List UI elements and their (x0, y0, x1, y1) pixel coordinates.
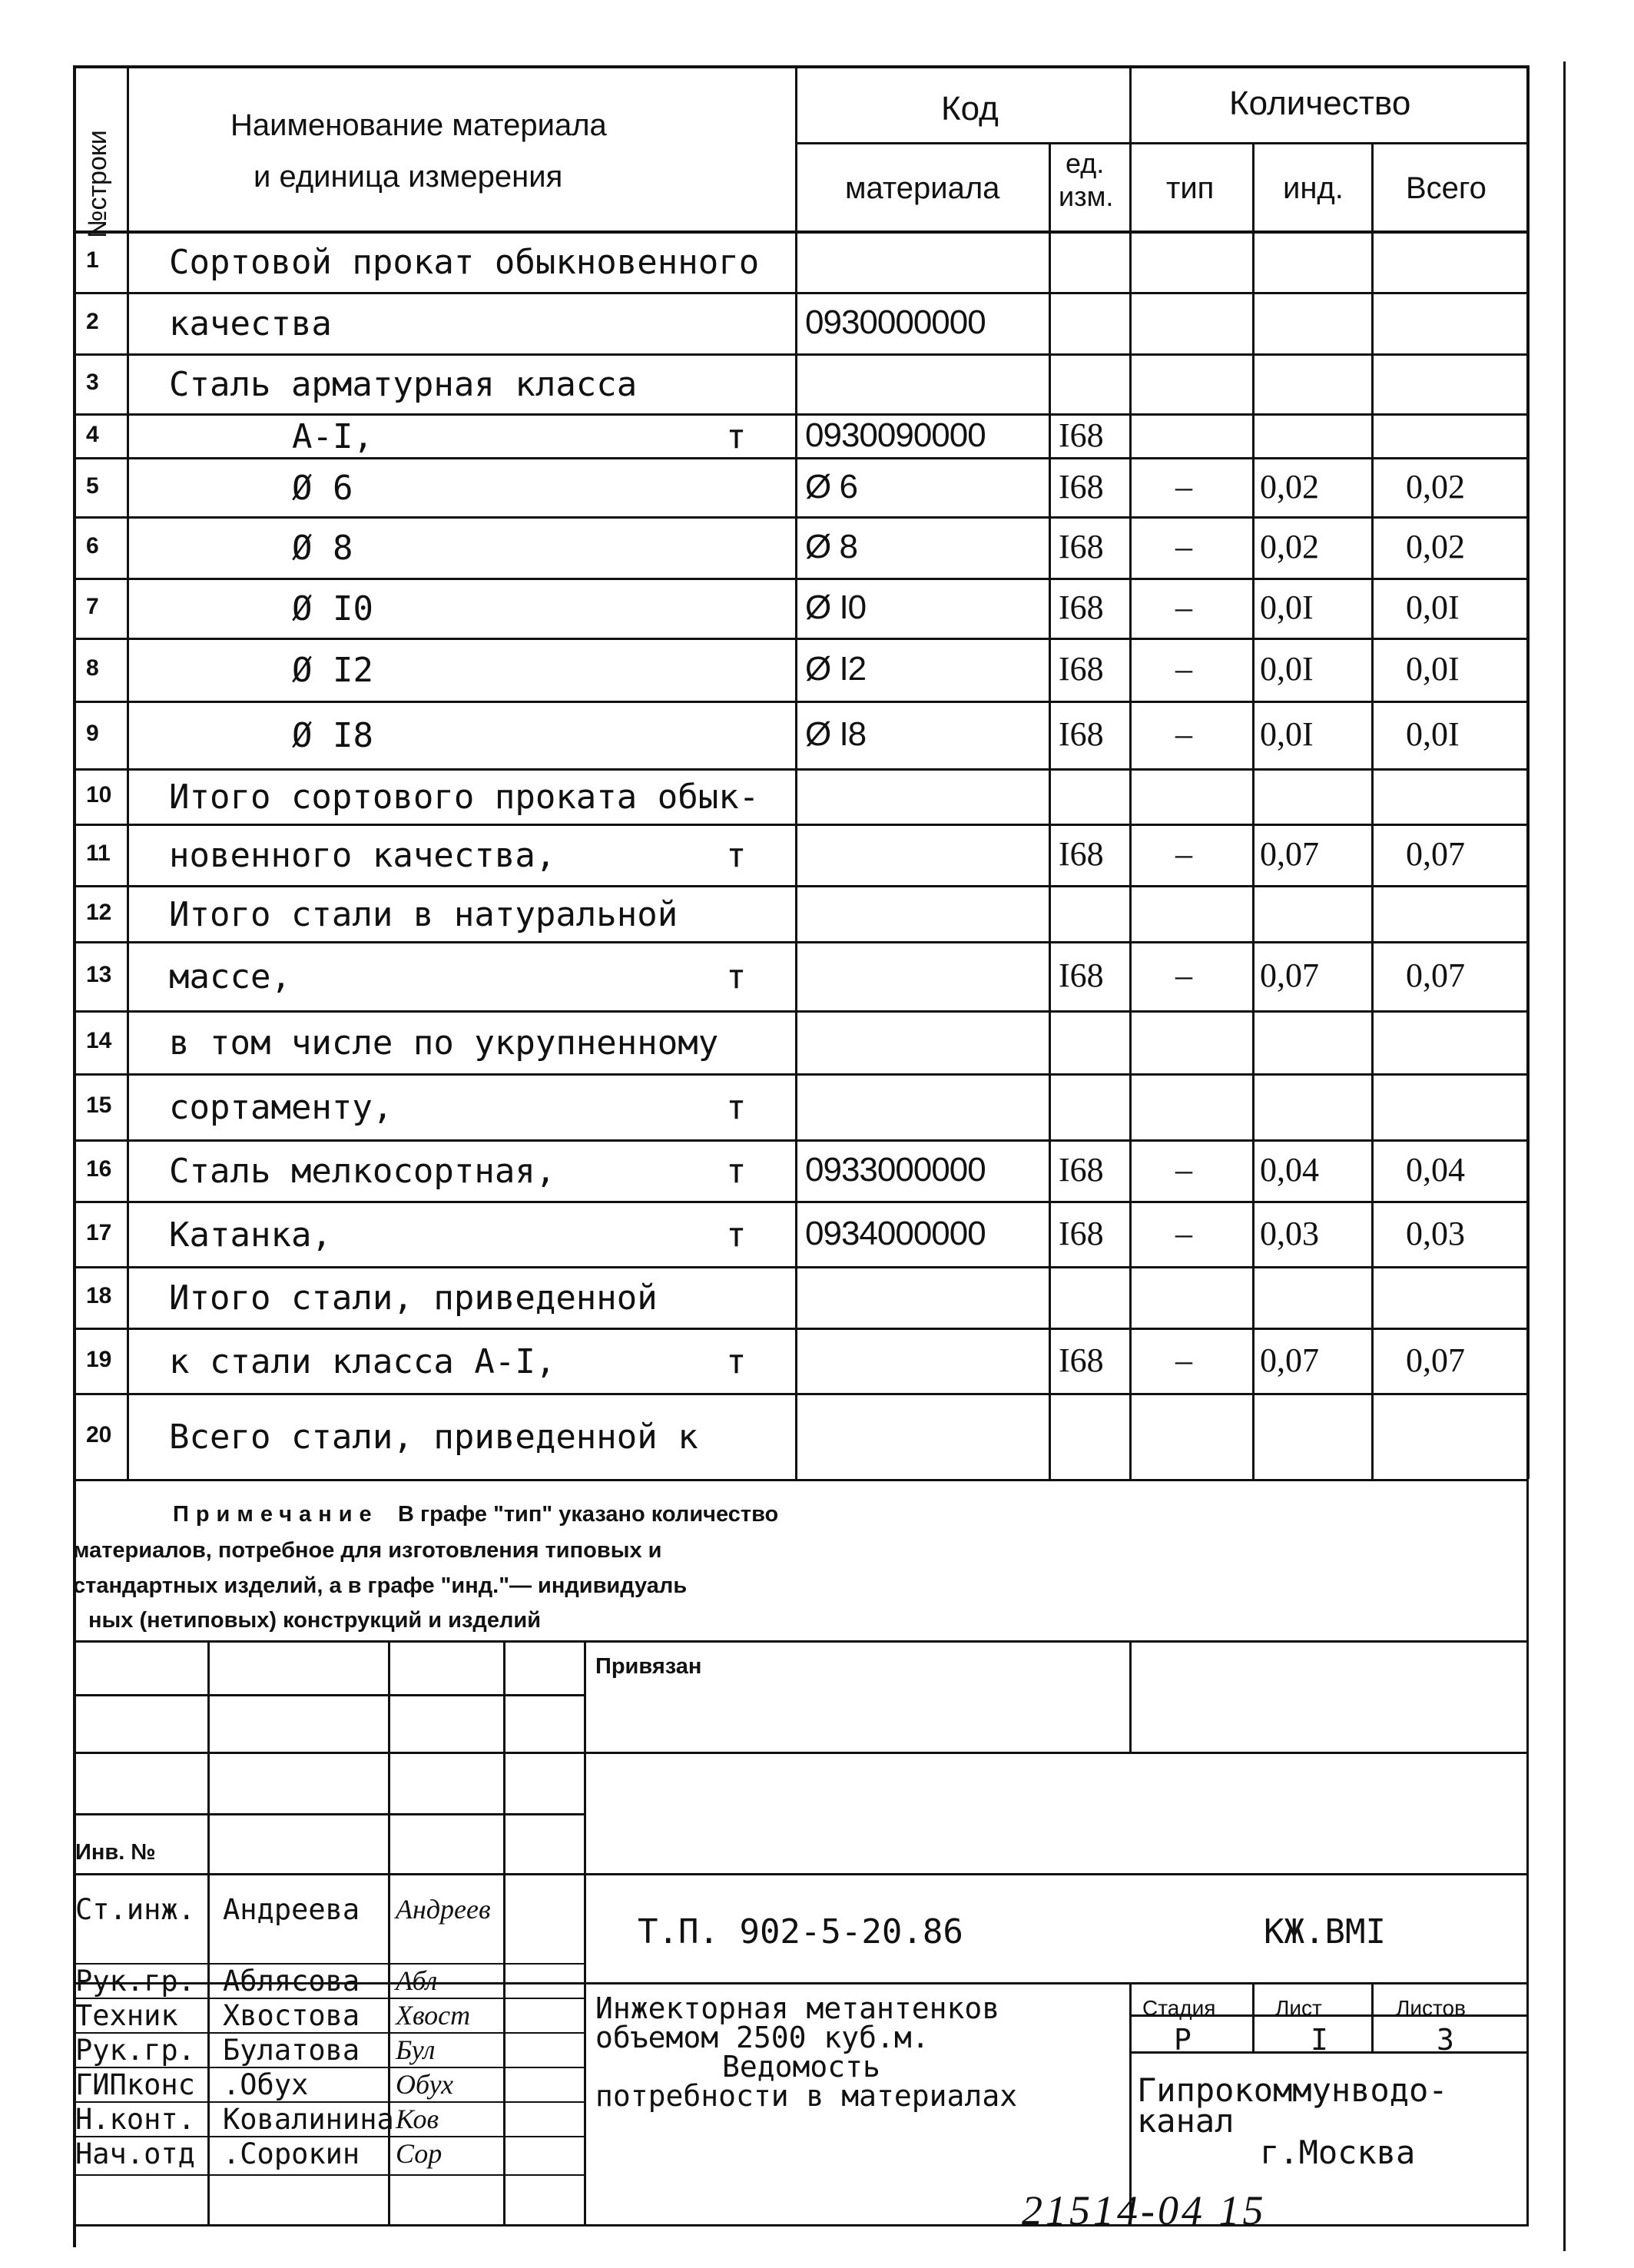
material-name: новенного качества, (169, 836, 556, 875)
person-sig: Ков (396, 2104, 439, 2134)
row-number: 3 (86, 370, 99, 395)
unit-code: I68 (1059, 589, 1104, 626)
qty-total: 0,04 (1406, 1151, 1465, 1189)
row-line (73, 292, 1529, 294)
row-line (73, 1139, 1529, 1142)
note-bottom-line (73, 1640, 1529, 1643)
qty-total: 0,03 (1406, 1214, 1465, 1252)
row-line (73, 516, 1529, 519)
unit-code: I68 (1059, 467, 1104, 506)
qty-ind: 0,03 (1260, 1214, 1319, 1252)
material-name: Ø 6 (292, 468, 353, 508)
row-number: 13 (86, 962, 112, 987)
row-line (73, 824, 1529, 826)
qty-total: 0,02 (1406, 528, 1465, 565)
stamp-divider (584, 1640, 586, 2224)
person-sig: Хвост (396, 2000, 471, 2031)
stamp-left-row-line (73, 1752, 584, 1754)
material-code: 0934000000 (805, 1214, 986, 1252)
qty-total: 0,07 (1406, 1341, 1465, 1379)
qty-type: – (1175, 1341, 1192, 1379)
material-code: Ø 6 (805, 467, 857, 506)
organization-line1: Гипрокоммунводо- (1137, 2071, 1448, 2109)
unit-letter: т (726, 836, 747, 875)
row-number-header: №строки (83, 130, 112, 238)
row-number: 12 (86, 899, 112, 925)
material-name: к стали класса A-I, (169, 1341, 556, 1381)
row-line (73, 1479, 1529, 1481)
row-number: 7 (86, 594, 99, 619)
qty-ind: 0,07 (1260, 1341, 1319, 1379)
person-role: Ст.инж. (75, 1893, 195, 1926)
unit-code: I68 (1059, 957, 1104, 994)
qty-ind: 0,0I (1260, 650, 1314, 688)
material-name: Сталь арматурная класса (169, 365, 638, 404)
organization-line2: канал (1137, 2102, 1235, 2140)
qty-total: 0,07 (1406, 957, 1465, 994)
unit-letter: т (726, 1341, 747, 1381)
stamp-left-row-line (73, 1873, 584, 1875)
row-number: 4 (86, 421, 99, 447)
qty-type: – (1175, 957, 1192, 994)
row-line (73, 457, 1529, 459)
qty-type: – (1175, 528, 1192, 565)
material-name: Итого стали в натуральной (169, 894, 678, 934)
qty-type-header: тип (1166, 171, 1215, 205)
row-line (73, 1393, 1529, 1395)
stamp-left-col-line (503, 1640, 505, 1873)
row-number: 17 (86, 1219, 112, 1245)
header-bottom-line (73, 230, 1529, 234)
title-line2: объемом 2500 куб.м. (595, 2021, 930, 2054)
row-line (73, 941, 1529, 943)
sheet-value: I (1311, 2023, 1328, 2057)
name-header-line1: Наименование материала (230, 108, 607, 142)
stamp-left-row-line (73, 1694, 584, 1696)
note-title: Примечание (173, 1502, 379, 1527)
qty-ind: 0,02 (1260, 467, 1319, 506)
row-line (73, 578, 1529, 580)
qty-total: 0,0I (1406, 650, 1460, 688)
material-name: сортаменту, (169, 1088, 393, 1127)
note-line2: материалов, потребное для изготовления типовых и (73, 1538, 662, 1563)
material-name: Ø 8 (292, 529, 353, 568)
stamp-col-line (1371, 1982, 1374, 2051)
person-sig: Сор (396, 2138, 442, 2169)
document-code: Т.П. 902-5-20.86 (638, 1912, 963, 1951)
row-number: 1 (86, 247, 99, 273)
stamp-left-col-line (207, 1640, 210, 1873)
qty-type: – (1175, 715, 1192, 753)
row-number: 6 (86, 533, 99, 559)
sheets-label: Листов (1396, 1996, 1466, 2020)
people-col-line (388, 1873, 390, 2224)
row-number: 20 (86, 1422, 112, 1447)
material-code: 0933000000 (805, 1151, 986, 1189)
person-name: Аблясова (223, 1965, 360, 1998)
organization-line3: г.Москва (1260, 2134, 1416, 2171)
qty-total-header: Всего (1406, 171, 1487, 205)
handwritten-archive-number: 21514-04 15 (1022, 2187, 1267, 2233)
material-name: Ø I2 (292, 651, 373, 690)
unit-code: I68 (1059, 528, 1104, 565)
qty-ind: 0,04 (1260, 1151, 1319, 1189)
inventory-number-label: Инв. № (75, 1840, 156, 1865)
unit-letter: т (726, 1152, 747, 1191)
material-name: Всего стали, приведенной к (169, 1418, 698, 1457)
row-number: 15 (86, 1093, 112, 1118)
material-code: 0930000000 (805, 303, 986, 341)
row-number: 5 (86, 472, 99, 499)
person-name: Хвостова (223, 1999, 360, 2032)
title-line1: Инжекторная метантенков (595, 1991, 1000, 2025)
type-column-line (1252, 142, 1255, 1479)
stamp-bottom-border (73, 2224, 1529, 2227)
ind-column-line (1371, 142, 1374, 1479)
row-line (73, 1328, 1529, 1330)
row-line (73, 1201, 1529, 1203)
privyazan-label: Привязан (595, 1654, 702, 1679)
qty-total: 0,0I (1406, 715, 1460, 753)
person-name: .Сорокин (223, 2137, 360, 2170)
material-name: Сталь мелкосортная, (169, 1152, 556, 1191)
qty-ind-header: инд. (1283, 171, 1344, 205)
qty-ind: 0,0I (1260, 715, 1314, 753)
privyazan-bottom-line (584, 1752, 1529, 1754)
note-line4: ных (нетиповых) конструкций и изделий (88, 1608, 542, 1633)
people-row-line (73, 2174, 584, 2176)
material-name: Сортовой прокат обыкновенного (169, 243, 760, 282)
person-role: Нач.отд (75, 2137, 195, 2170)
person-name: Булатова (223, 2034, 360, 2067)
row-number: 9 (86, 721, 99, 746)
row-number: 16 (86, 1156, 112, 1182)
row-number: 8 (86, 655, 99, 681)
person-role: Рук.гр. (75, 1965, 195, 1998)
row-line (73, 353, 1529, 356)
row-number: 19 (86, 1346, 112, 1372)
code-material-header: материала (845, 171, 1000, 205)
stamp-col-line (1252, 1982, 1255, 2051)
qty-ind: 0,02 (1260, 528, 1319, 565)
person-name: .Обух (223, 2068, 309, 2101)
title-line3: Ведомость (722, 2050, 880, 2084)
person-name: Ковалинина (223, 2103, 394, 2136)
qty-ind: 0,07 (1260, 835, 1319, 873)
unit-code: I68 (1059, 715, 1104, 753)
qty-type: – (1175, 1151, 1192, 1189)
qty-total: 0,02 (1406, 467, 1465, 506)
unit-letter: т (726, 1088, 747, 1127)
title-line4: потребности в материалах (595, 2079, 1018, 2113)
unit-code: I68 (1059, 835, 1104, 873)
row-number: 2 (86, 309, 99, 334)
privyazan-right-line (1129, 1640, 1132, 1752)
row-line (73, 413, 1529, 416)
person-sig: Бул (396, 2034, 436, 2065)
code-unit-header-2: изм. (1059, 181, 1114, 212)
name-header-line2: и единица измерения (254, 160, 563, 194)
row-line (73, 1010, 1529, 1013)
material-code: 0930090000 (805, 416, 986, 454)
qty-ind: 0,07 (1260, 957, 1319, 994)
person-sig: Обух (396, 2069, 454, 2100)
document-mark: КЖ.ВМI (1264, 1912, 1386, 1951)
stamp-left-row-line (73, 1813, 584, 1815)
qty-type: – (1175, 1214, 1192, 1252)
qty-type: – (1175, 835, 1192, 873)
person-name: Андреева (223, 1893, 360, 1926)
qty-total: 0,0I (1406, 589, 1460, 626)
person-role: Н.конт. (75, 2103, 195, 2136)
row-line (73, 1073, 1529, 1076)
qty-type: – (1175, 650, 1192, 688)
row-number: 18 (86, 1283, 112, 1308)
unit-code: I68 (1059, 1341, 1104, 1379)
note-line1: В графе "тип" указано количество (398, 1502, 779, 1527)
header-middle-line (795, 142, 1529, 144)
qty-ind: 0,0I (1260, 589, 1314, 626)
table-top-border (73, 65, 1529, 68)
person-role: ГИПконс (75, 2068, 195, 2101)
person-role: Рук.гр. (75, 2034, 195, 2067)
code-column-line (1049, 142, 1051, 1479)
unit-letter: т (726, 1215, 747, 1255)
material-name: Ø I0 (292, 589, 373, 628)
row-number: 11 (86, 841, 111, 866)
unit-code: I68 (1059, 1151, 1104, 1189)
stage-label: Стадия (1142, 1996, 1216, 2020)
unit-code: I68 (1059, 416, 1104, 454)
material-name: Итого стали, приведенной (169, 1278, 658, 1318)
material-name: Катанка, (169, 1215, 332, 1255)
material-code: Ø I0 (805, 589, 867, 626)
code-header: Код (941, 90, 999, 128)
qty-total: 0,07 (1406, 835, 1465, 873)
row-number: 10 (86, 782, 112, 807)
stamp-row-line (584, 1873, 1529, 1875)
material-code: Ø 8 (805, 528, 857, 565)
material-code: Ø I8 (805, 715, 867, 753)
qty-type: – (1175, 467, 1192, 506)
material-name: Итого сортового проката обык- (169, 778, 760, 817)
stamp-right-border (1526, 1479, 1529, 2224)
material-name: качества (169, 304, 332, 343)
people-col-line (503, 1873, 505, 2224)
people-col-line (207, 1873, 210, 2224)
qty-type: – (1175, 589, 1192, 626)
quantity-header: Количество (1229, 85, 1411, 122)
sheets-value: 3 (1437, 2023, 1454, 2057)
stamp-left-col-line (388, 1640, 390, 1873)
row-line (73, 1266, 1529, 1268)
sheet-right-border (1563, 61, 1566, 2251)
stage-value: Р (1174, 2023, 1192, 2057)
unit-letter: т (726, 416, 747, 456)
person-sig: Абл (396, 1965, 438, 1996)
person-sig: Андреев (396, 1894, 491, 1925)
row-line (73, 885, 1529, 887)
material-name: Ø I8 (292, 716, 373, 755)
person-role: Техник (75, 1999, 178, 2032)
sheet-label: Лист (1275, 1996, 1322, 2020)
material-name: в том числе по укрупненному (169, 1023, 719, 1063)
row-line (73, 768, 1529, 771)
unit-code: I68 (1059, 650, 1104, 688)
unit-letter: т (726, 957, 747, 996)
unit-code: I68 (1059, 1214, 1104, 1252)
row-line (73, 701, 1529, 703)
note-line3: стандартных изделий, а в графе "инд."— индивидуаль (73, 1573, 688, 1598)
code-unit-header-1: ед. (1066, 148, 1105, 179)
material-code: Ø I2 (805, 650, 867, 688)
row-number: 14 (86, 1028, 112, 1053)
material-name: массе, (169, 957, 291, 996)
material-name: A-I, (292, 416, 373, 456)
row-line (73, 638, 1529, 640)
